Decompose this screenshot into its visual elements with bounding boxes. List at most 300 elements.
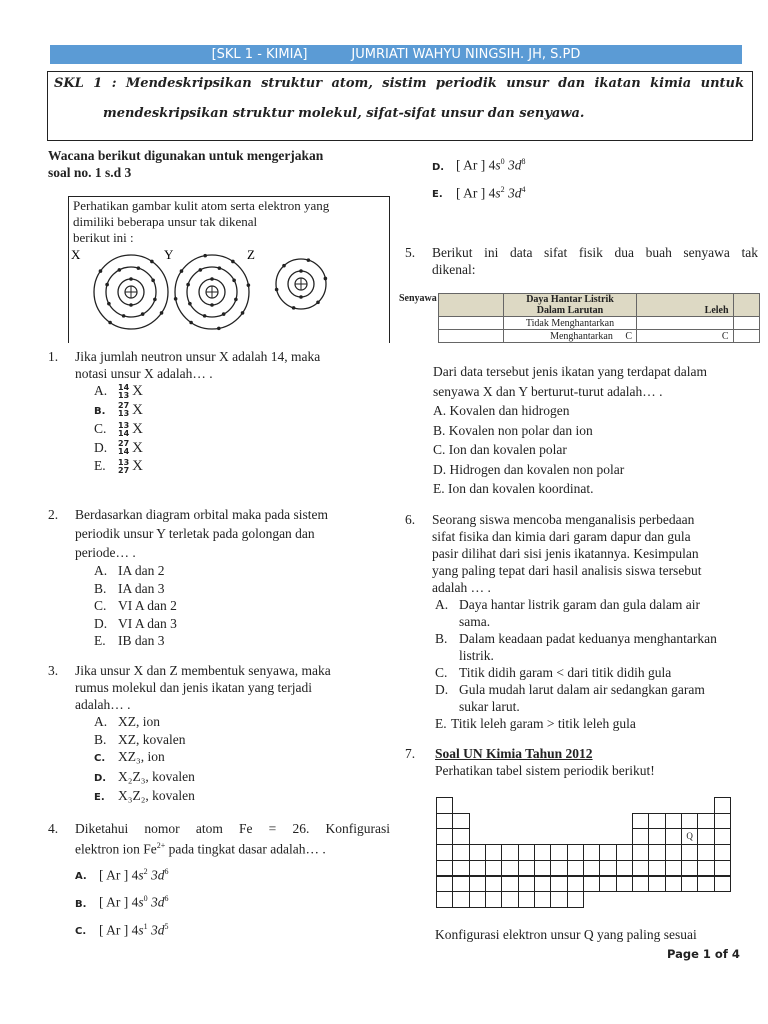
electron-dot [203, 314, 207, 318]
config-exponent: 6 [164, 866, 169, 876]
periodic-cell [567, 860, 584, 877]
periodic-cell [599, 876, 616, 893]
question-3 [48, 662, 388, 807]
mass-number: 13 [118, 457, 130, 467]
q-text: dikenal: [432, 262, 476, 277]
periodic-cell [452, 891, 469, 908]
electron-dot [180, 269, 184, 273]
table-header-text: Daya Hantar Listrik [526, 294, 614, 305]
periodic-cell [714, 813, 731, 830]
periodic-cell [501, 876, 518, 893]
periodic-cell [567, 876, 584, 893]
option-text: X₂Z₃, kovalen [118, 768, 195, 784]
periodic-cell [616, 844, 633, 861]
table-cell [733, 294, 759, 317]
electron-dot [137, 266, 141, 270]
periodic-cell [714, 876, 731, 893]
periodic-cell [681, 876, 698, 893]
periodic-table-grid [436, 797, 730, 907]
q-text: Dari data tersebut jenis ikatan yang terdapat dalam [433, 364, 708, 379]
box-text: Perhatikan gambar kulit atom serta elektron yang [73, 198, 330, 213]
option-text: Gula mudah larut dalam air sedangkan garam [459, 682, 705, 697]
q-text: Diketahui nomor atom Fe = 26. Konfigurasi [75, 821, 390, 836]
option-letter: C. [94, 753, 106, 764]
periodic-cell [632, 860, 649, 877]
option-letter: B. [433, 422, 446, 438]
option-letter: C. [75, 926, 87, 937]
config-exponent: 5 [164, 921, 169, 931]
option-text: Kovalen non polar dan ion [448, 422, 593, 438]
answer-option[interactable] [435, 715, 765, 732]
question-2 [48, 505, 388, 650]
skl-box [47, 71, 753, 141]
q-text: pada tingkat dasar adalah… . [165, 841, 326, 857]
answer-option[interactable] [433, 479, 763, 499]
option-text: Ion dan kovalen polar [448, 442, 567, 457]
option-letter: A. [75, 871, 87, 882]
q-text: yang paling tepat dari hasil analisis siswa tersebut [432, 563, 702, 578]
config-text: [ Ar ] 4 [456, 157, 496, 173]
periodic-cell [599, 860, 616, 877]
electron-dot [324, 277, 328, 281]
config-exponent: 0 [500, 157, 505, 166]
option-text: Dalam keadaan padat keduanya menghantarkan [459, 631, 717, 646]
config-orbital: s [495, 185, 501, 200]
table-cell [637, 317, 734, 330]
element-symbol: X [132, 383, 143, 399]
config-text: [ Ar ] 4 [99, 867, 139, 882]
table-cell: C [637, 330, 734, 343]
config-exponent: 8 [521, 157, 526, 166]
element-symbol: X [132, 421, 143, 437]
config-orbital: 3d [504, 157, 522, 173]
periodic-cell [681, 828, 698, 845]
periodic-cell [436, 797, 453, 814]
periodic-cell [697, 876, 714, 893]
electron-dot [105, 283, 109, 287]
mass-number: 14 [118, 382, 130, 392]
electron-dot [129, 303, 133, 307]
header-author: JUMRIATI WAHYU NINGSIH. JH, S.PD [351, 47, 581, 62]
config-orbital: 3d [147, 894, 165, 910]
periodic-cell [665, 860, 682, 877]
answer-option[interactable] [94, 615, 388, 633]
periodic-cell [567, 891, 584, 908]
config-exponent: 6 [164, 894, 169, 903]
periodic-cell [697, 860, 714, 877]
periodic-cell [714, 844, 731, 861]
table-header-senyawa: Senyawa [399, 293, 437, 304]
isotope-numbers [118, 440, 129, 456]
electron-dot [275, 288, 279, 292]
option-text: VI A dan 2 [118, 598, 177, 613]
electron-dot [150, 260, 154, 264]
config-orbital: s [495, 157, 501, 173]
option-letter: E. [94, 633, 106, 648]
atomic-number: 13 [118, 390, 130, 400]
periodic-cell [599, 844, 616, 861]
option-letter: D. [94, 615, 108, 631]
periodic-cell [501, 844, 518, 861]
atom-label: Y [164, 247, 174, 262]
option-text: XZ₃, ion [118, 749, 165, 764]
isotope-numbers [118, 459, 129, 475]
table-cell [439, 317, 504, 330]
periodic-cell [518, 860, 535, 877]
answer-option[interactable] [94, 768, 388, 788]
periodic-cell [648, 813, 665, 830]
config-exponent: 4 [521, 184, 526, 194]
q-number: 1. [48, 349, 59, 364]
option-letter: E. [435, 716, 447, 731]
mass-number: 27 [118, 439, 130, 449]
electron-dot [186, 283, 190, 287]
table-cell-text: Menghantarkan [550, 330, 613, 342]
element-q-label: Q [686, 831, 693, 842]
option-text: IA dan 3 [118, 580, 165, 596]
electron-dot [210, 277, 214, 281]
electron-dot [307, 258, 311, 262]
periodic-cell [436, 813, 453, 830]
electron-dot [99, 269, 103, 273]
periodic-cell [714, 797, 731, 814]
atom-label: X [71, 247, 81, 262]
periodic-cell [485, 891, 502, 908]
periodic-cell [550, 876, 567, 893]
periodic-cell [436, 844, 453, 861]
periodic-cell [469, 876, 486, 893]
config-text: [ Ar ] 4 [99, 894, 139, 910]
q-text: Perhatikan tabel sistem periodik berikut! [435, 763, 655, 778]
periodic-cell [534, 876, 551, 893]
periodic-cell [714, 828, 731, 845]
option-letter: A. [433, 403, 447, 418]
atom-shell-diagrams [69, 197, 389, 343]
question-6 [405, 511, 765, 732]
option-letter: E. [94, 458, 106, 473]
electron-dot [217, 327, 221, 331]
periodic-cell [452, 813, 469, 830]
periodic-cell [452, 844, 469, 861]
option-text: sama. [459, 614, 491, 629]
mass-number: 13 [118, 420, 130, 430]
electron-dot [189, 321, 193, 325]
config-orbital: s [138, 894, 144, 910]
periodic-cell [436, 828, 453, 845]
periodic-cell [632, 844, 649, 861]
periodic-cell [469, 891, 486, 908]
config-orbital: s [138, 867, 144, 882]
q-number: 7. [405, 746, 416, 761]
atomic-number: 14 [118, 447, 130, 457]
option-letter: C. [435, 665, 448, 680]
periodic-cell [485, 844, 502, 861]
question-5 [405, 244, 758, 278]
answer-option[interactable] [94, 382, 388, 401]
periodic-cell [648, 876, 665, 893]
answer-option[interactable] [94, 439, 388, 458]
element-symbol: X [132, 439, 143, 456]
answer-option[interactable] [94, 713, 388, 731]
q-text: pasir dilihat dari sisi jenis ikatannya. Kesimpulan [432, 546, 699, 561]
wacana-title [48, 147, 323, 181]
question-5-body [433, 362, 763, 499]
periodic-cell [681, 813, 698, 830]
electron-dot [151, 279, 155, 283]
periodic-cell [632, 813, 649, 830]
periodic-cell [648, 844, 665, 861]
electron-dot [299, 269, 303, 273]
question-1 [48, 348, 388, 476]
answer-option[interactable] [94, 731, 388, 749]
periodic-cell [632, 876, 649, 893]
option-letter: C. [94, 598, 107, 613]
atomic-number: 27 [118, 465, 130, 475]
electron-dot [316, 301, 320, 305]
periodic-cell [518, 844, 535, 861]
table-row [439, 317, 760, 330]
option-text: Titik didih garam < dari titik didih gula [459, 665, 672, 680]
periodic-cell [518, 876, 535, 893]
q-text: senyawa X dan Y berturut-turut adalah… . [433, 383, 663, 399]
electron-dot [292, 306, 296, 310]
config-exponent: 2 [143, 866, 148, 876]
option-letter: D. [433, 461, 447, 477]
option-letter: A. [94, 383, 108, 398]
periodic-cell [452, 860, 469, 877]
periodic-cell [648, 860, 665, 877]
option-letter: B. [94, 580, 107, 596]
answer-option[interactable] [433, 401, 763, 421]
periodic-cell [534, 860, 551, 877]
periodic-cell [648, 828, 665, 845]
option-letter: D. [94, 439, 108, 455]
option-letter: B. [75, 898, 87, 910]
page-number: Page 1 of 4 [667, 947, 740, 961]
option-text: VI A dan 3 [118, 615, 177, 631]
option-letter: A. [435, 597, 449, 612]
q-text: sifat fisika dan kimia dari garam dapur dan gula [432, 529, 691, 544]
q-text: notasi unsur X adalah… . [75, 366, 213, 381]
periodic-cell [665, 828, 682, 845]
element-symbol: X [132, 401, 143, 418]
q-number: 6. [405, 512, 416, 527]
answer-option[interactable] [75, 861, 390, 889]
table-cell [439, 330, 504, 343]
q-number: 3. [48, 663, 59, 678]
periodic-cell [469, 860, 486, 877]
config-orbital: s [138, 922, 144, 937]
page-header [50, 45, 742, 64]
answer-option[interactable] [432, 151, 526, 179]
q-text: elektron ion Fe [75, 841, 157, 857]
periodic-cell [485, 876, 502, 893]
option-text: Titik leleh garam > titik leleh gula [451, 716, 636, 731]
electron-dot [188, 302, 192, 306]
periodic-cell [485, 860, 502, 877]
option-letter: B. [94, 731, 107, 747]
config-orbital: 3d [504, 185, 522, 200]
table-cell-text: C [625, 330, 632, 342]
config-text: [ Ar ] 4 [99, 922, 139, 937]
wacana-title-line: Wacana berikut digunakan untuk mengerjakan [48, 148, 324, 163]
table-row [439, 330, 760, 343]
option-letter: B. [435, 631, 448, 646]
answer-option[interactable] [94, 787, 388, 807]
periodic-cell [583, 876, 600, 893]
atomic-number: 13 [118, 409, 130, 419]
config-exponent: 2 [500, 184, 505, 194]
answer-option[interactable] [94, 597, 388, 615]
config-orbital: 3d [147, 922, 165, 937]
electron-dot [199, 268, 203, 272]
electron-dot [222, 312, 226, 316]
electron-dot [231, 260, 235, 264]
answer-option[interactable] [75, 916, 390, 944]
q-title: Soal UN Kimia Tahun 2012 [435, 746, 593, 761]
option-letter: D. [432, 161, 445, 173]
periodic-cell [436, 876, 453, 893]
periodic-cell [583, 860, 600, 877]
table-cell: Tidak Menghantarkan [504, 317, 637, 330]
option-letter: A. [94, 714, 108, 729]
config-orbital: 3d [147, 867, 165, 882]
q-text: rumus molekul dan jenis ikatan yang terjadi [75, 680, 312, 695]
electron-dot [160, 311, 164, 315]
periodic-cell [665, 813, 682, 830]
answer-option[interactable] [433, 421, 763, 441]
q-text: Jika unsur X dan Z membentuk senyawa, maka [75, 663, 331, 678]
q-text: Berdasarkan diagram orbital maka pada sistem [75, 507, 329, 522]
q-text: periodik unsur Y terletak pada golongan dan [75, 526, 315, 541]
electron-dot [210, 303, 214, 307]
periodic-cell [436, 860, 453, 877]
answer-option[interactable] [94, 420, 388, 439]
electron-dot [299, 295, 303, 299]
answer-option[interactable] [432, 179, 526, 207]
periodic-cell [550, 860, 567, 877]
periodic-cell [550, 891, 567, 908]
answer-option[interactable] [94, 562, 388, 580]
option-text: XZ, ion [118, 714, 160, 729]
answer-option[interactable] [435, 596, 765, 630]
periodic-cell [452, 828, 469, 845]
periodic-cell [452, 876, 469, 893]
option-letter: D. [435, 682, 449, 697]
atomic-number: 14 [118, 428, 130, 438]
q-number: 4. [48, 821, 59, 836]
q-text: adalah … . [432, 580, 491, 595]
periodic-cell [697, 844, 714, 861]
atom-diagram-box [68, 196, 390, 343]
table-header-row [439, 294, 760, 317]
answer-option[interactable] [94, 632, 388, 650]
q-text: adalah… . [75, 697, 131, 712]
electron-dot [141, 312, 145, 316]
electron-dot [218, 266, 222, 270]
periodic-cell [518, 891, 535, 908]
periodic-cell [616, 876, 633, 893]
q-text: Berikut ini data sifat fisik dua buah senyawa tak [432, 245, 758, 260]
answer-option[interactable] [94, 457, 388, 476]
option-letter: A. [94, 563, 108, 578]
periodic-cell [583, 844, 600, 861]
box-text: berikut ini : [73, 230, 134, 245]
option-text: Ion dan kovalen koordinat. [448, 481, 594, 496]
periodic-cell [681, 860, 698, 877]
periodic-cell [534, 844, 551, 861]
answer-option[interactable] [94, 580, 388, 598]
electron-dot [232, 279, 236, 283]
isotope-numbers [118, 422, 129, 438]
element-symbol: X [132, 458, 143, 474]
periodic-cell [501, 860, 518, 877]
answer-option[interactable] [433, 440, 763, 460]
q-number: 5. [405, 245, 416, 260]
question-4 [48, 820, 390, 943]
option-text: X₃Z₂, kovalen [118, 788, 195, 803]
isotope-numbers [118, 402, 129, 418]
periodic-cell [550, 844, 567, 861]
table-header-text: Dalam Larutan [536, 305, 604, 316]
atom-label: Z [247, 247, 255, 262]
answer-option[interactable] [435, 664, 765, 681]
option-text: Kovalen dan hidrogen [449, 403, 570, 418]
isotope-numbers [118, 384, 129, 400]
config-exponent: 0 [143, 894, 148, 903]
periodic-cell [632, 828, 649, 845]
skl-line-1: SKL 1 : Mendeskripsikan struktur atom, sistim periodik unsur dan ikatan kimia untuk [54, 76, 744, 91]
option-text: sukar larut. [459, 699, 520, 714]
electron-dot [241, 311, 245, 315]
periodic-cell [665, 844, 682, 861]
question-4-continued [432, 151, 526, 206]
answer-option[interactable] [94, 748, 388, 768]
mass-number: 27 [118, 401, 130, 411]
option-text: XZ, kovalen [118, 731, 186, 747]
answer-option[interactable] [435, 681, 765, 715]
option-letter: B. [94, 405, 106, 417]
electron-dot [122, 314, 126, 318]
option-letter: C. [433, 442, 446, 457]
electron-dot [129, 277, 133, 281]
answer-option[interactable] [433, 460, 763, 480]
periodic-cell [616, 860, 633, 877]
electron-dot [108, 321, 112, 325]
answer-option[interactable] [75, 888, 390, 916]
electron-dot [118, 268, 122, 272]
periodic-cell [697, 813, 714, 830]
electron-dot [203, 254, 207, 258]
periodic-cell [714, 860, 731, 877]
option-text: IB dan 3 [118, 633, 165, 648]
q-text: Konfigurasi elektron unsur Q yang paling sesuai [435, 927, 697, 942]
config-text: [ Ar ] 4 [456, 185, 496, 200]
electron-dot [247, 283, 251, 287]
property-table [438, 293, 760, 343]
option-text: listrik. [459, 648, 494, 663]
option-text: Daya hantar listrik garam dan gula dalam air [459, 597, 701, 612]
answer-option[interactable] [435, 630, 765, 664]
periodic-cell [534, 891, 551, 908]
q-number: 2. [48, 507, 59, 522]
option-letter: D. [94, 772, 107, 784]
skl-line-2: mendeskripsikan struktur molekul, sifat-sifat unsur dan senyawa. [103, 106, 585, 121]
electron-dot [153, 298, 157, 302]
q-sup: 2+ [156, 841, 166, 850]
periodic-cell [697, 828, 714, 845]
answer-option[interactable] [94, 401, 388, 421]
